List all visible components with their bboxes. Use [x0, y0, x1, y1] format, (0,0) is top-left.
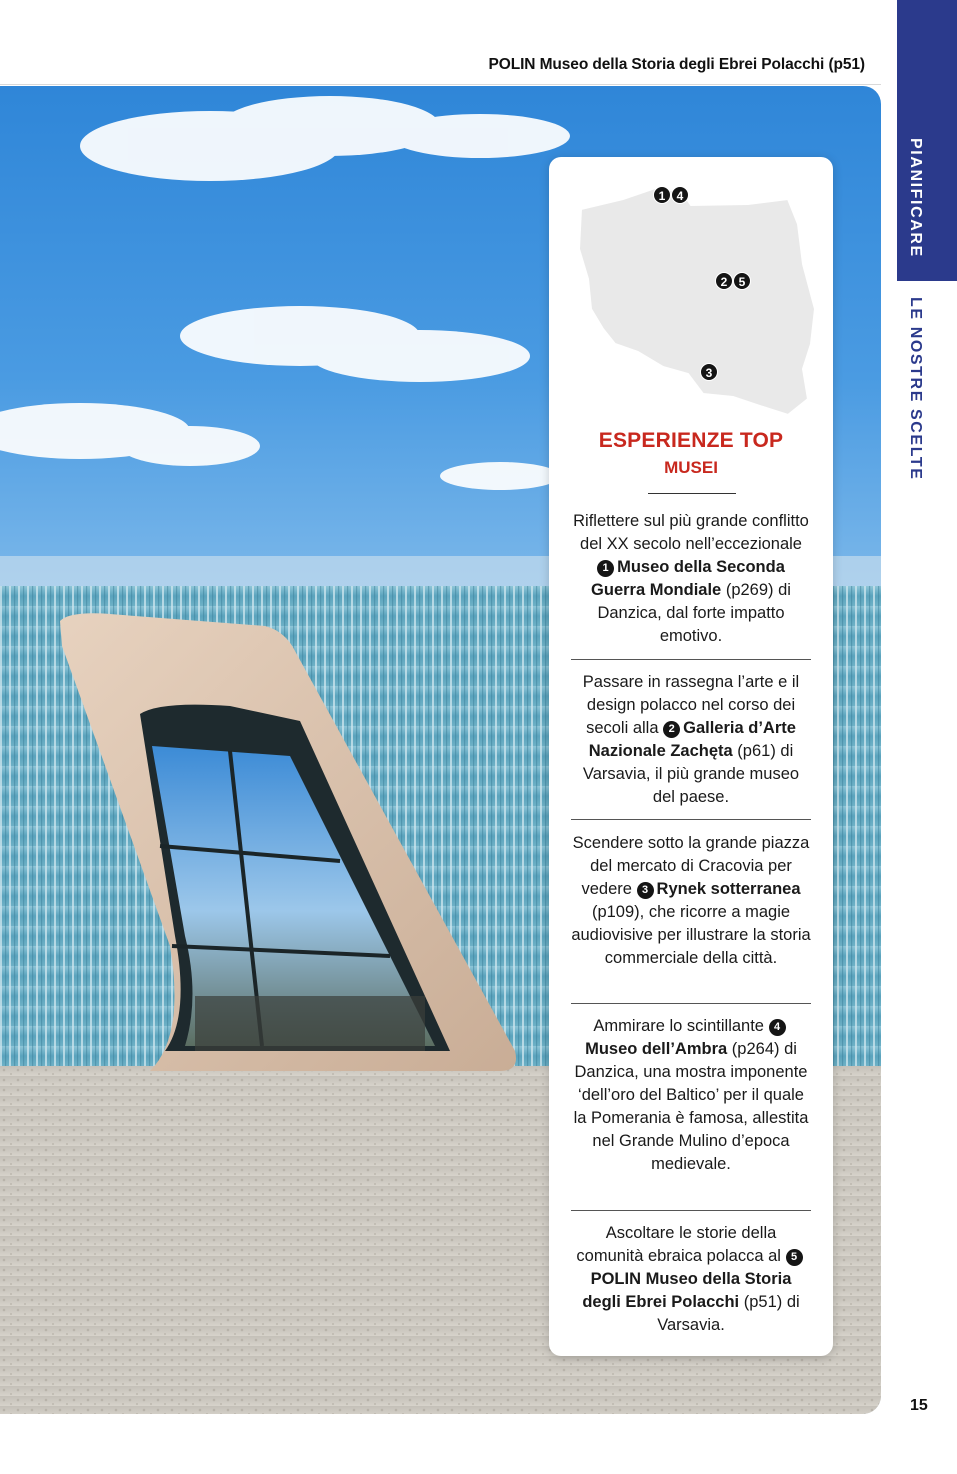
section-tab-label: PIANIFICARE	[907, 138, 924, 258]
entry-number-badge: 3	[637, 882, 654, 899]
map-pin-number: 4	[671, 186, 689, 204]
map-pin-number: 2	[715, 272, 733, 290]
entry-4	[571, 1015, 811, 1176]
entry-1	[571, 510, 811, 648]
entry-5	[571, 1222, 811, 1337]
entry-text: (p61) di Varsavia, il più grande museo del paese.	[582, 742, 800, 806]
entry-divider	[571, 1003, 811, 1004]
entry-number-badge: 5	[786, 1249, 803, 1266]
entry-text: (p264) di Danzica, una mostra imponente ‘dell’oro del Baltico’ per il quale la Pomerania è famosa, allestita nel Grande Mulino d’epoca medievale.	[573, 1040, 809, 1173]
title-rule	[648, 493, 736, 494]
map-pin-number: 3	[700, 363, 718, 381]
entry-text: Ascoltare le storie della comunità ebraica polacca al	[576, 1224, 781, 1265]
entry-divider	[571, 819, 811, 820]
subsection-label: LE NOSTRE SCELTE	[907, 297, 924, 481]
entry-place-name: Rynek sotterranea	[656, 880, 801, 898]
map-pin-number: 5	[733, 272, 751, 290]
entry-number-badge: 1	[597, 560, 614, 577]
header-rule	[0, 84, 881, 85]
top-experiences-card	[549, 157, 833, 1356]
entry-text: Scendere sotto la grande piazza del mercato di Cracovia per vedere	[572, 834, 810, 898]
entry-divider	[571, 1210, 811, 1211]
map-pin-2-5	[715, 272, 751, 290]
entry-number-badge: 2	[663, 721, 680, 738]
entry-divider	[571, 659, 811, 660]
map-pin-1-4	[653, 186, 689, 204]
map-pin-3	[700, 363, 718, 381]
entry-place-name: Museo della Seconda Guerra Mondiale	[591, 558, 785, 599]
entry-3	[571, 832, 811, 970]
entry-2	[571, 671, 811, 809]
entry-text: (p109), che ricorre a magie audiovisive per illustrare la storia commerciale della città.	[571, 903, 811, 967]
entry-text: Ammirare lo scintillante	[593, 1017, 764, 1035]
entry-text: (p269) di Danzica, dal forte impatto emotivo.	[597, 581, 791, 645]
poland-map	[563, 169, 819, 425]
page-number: 15	[910, 1397, 928, 1414]
card-subtitle: MUSEI	[664, 458, 718, 477]
entry-place-name: Museo dell’Ambra	[585, 1040, 728, 1058]
entry-text: Passare in rassegna l’arte e il design polacco nel corso dei secoli alla	[582, 673, 800, 737]
map-pin-number: 1	[653, 186, 671, 204]
entry-number-badge: 4	[769, 1019, 786, 1036]
photo-caption: POLIN Museo della Storia degli Ebrei Polacchi (p51)	[488, 56, 865, 73]
entry-place-name: Galleria d’Arte Nazionale Zachęta	[588, 719, 796, 760]
entry-place-name: POLIN Museo della Storia degli Ebrei Polacchi	[582, 1270, 792, 1311]
entry-text: (p51) di Varsavia.	[657, 1293, 800, 1334]
card-title: ESPERIENZE TOP	[598, 429, 784, 452]
entry-text: Riflettere sul più grande conflitto del XX secolo nell’eccezionale	[573, 512, 809, 553]
